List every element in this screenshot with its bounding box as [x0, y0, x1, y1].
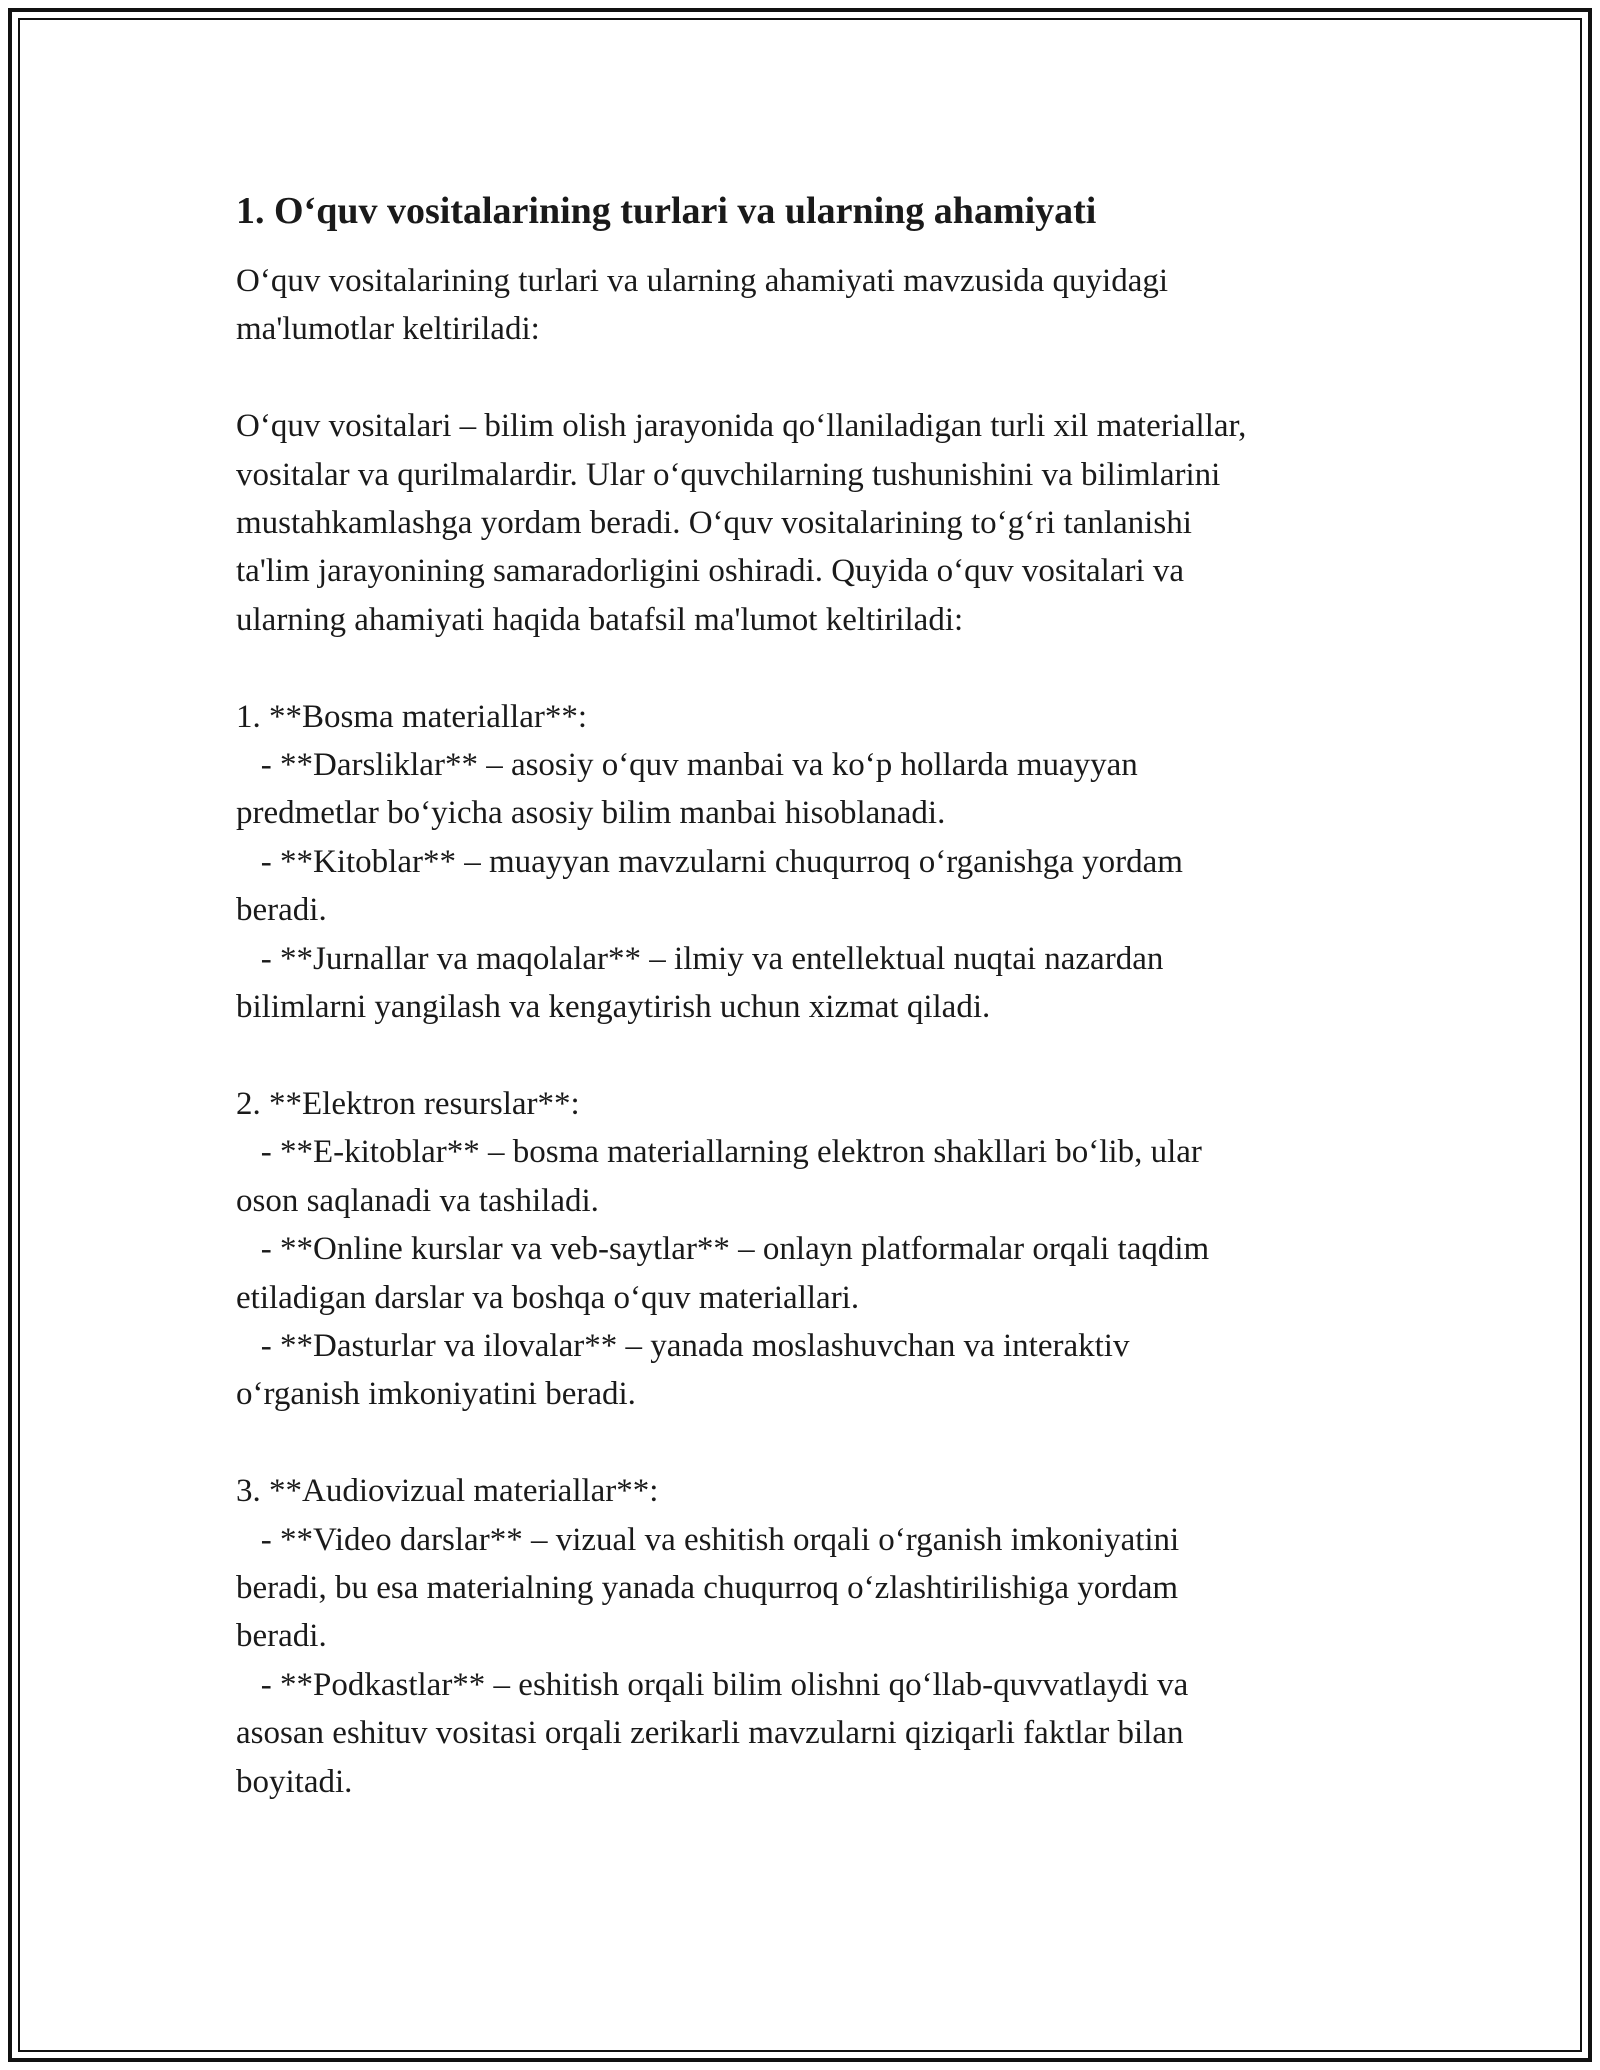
document-body [236, 185, 1396, 1806]
document-text: O‘quv vositalarining turlari va ularning ahamiyati mavzusida quyidagi ma'lumotlar keltiriladi: O‘quv vositalari – bilim olish jarayonida qo‘llaniladigan turli xil materiallar, vositalar va qurilmalardir. Ular o‘quvchilarning tushunishini va bilimlarini mustahkamlashga yordam beradi. O‘quv vositalarining to‘g‘ri tanlanishi ta'lim jarayonining samaradorligini oshiradi. Quyida o‘quv vositalari va ularning ahamiyati haqida batafsil ma'lumot keltiriladi: 1. **Bosma materiallar**: - **Darsliklar** – asosiy o‘quv manbai va ko‘p hollarda muayyan predmetlar bo‘yicha asosiy bilim manbai hisoblanadi. - **Kitoblar** – muayyan mavzularni chuqurroq o‘rganishga yordam beradi. - **Jurnallar va maqolalar** – ilmiy va entellektual nuqtai nazardan bilimlarni yangilash va kengaytirish uchun xizmat qiladi. 2. **Elektron resurslar**: - **E-kitoblar** – bosma materiallarning elektron shakllari bo‘lib, ular oson saqlanadi va tashiladi. - **Online kurslar va veb-saytlar** – onlayn platformalar orqali taqdim etiladigan darslar va boshqa o‘quv materiallari. - **Dasturlar va ilovalar** – yanada moslashuvchan va interaktiv o‘rganish imkoniyatini beradi. 3. **Audiovizual materiallar**: - **Video darslar** – vizual va eshitish orqali o‘rganish imkoniyatini beradi, bu esa materialning yanada chuqurroq o‘zlashtirilishiga yordam beradi. - **Podkastlar** – eshitish orqali bilim olishni qo‘llab-quvvatlaydi va asosan eshituv vositasi orqali zerikarli mavzularni qiziqarli faktlar bilan boyitadi. [236, 263, 1247, 1800]
document-title: 1. O‘quv vositalarining turlari va ularning ahamiyati [236, 190, 1097, 232]
